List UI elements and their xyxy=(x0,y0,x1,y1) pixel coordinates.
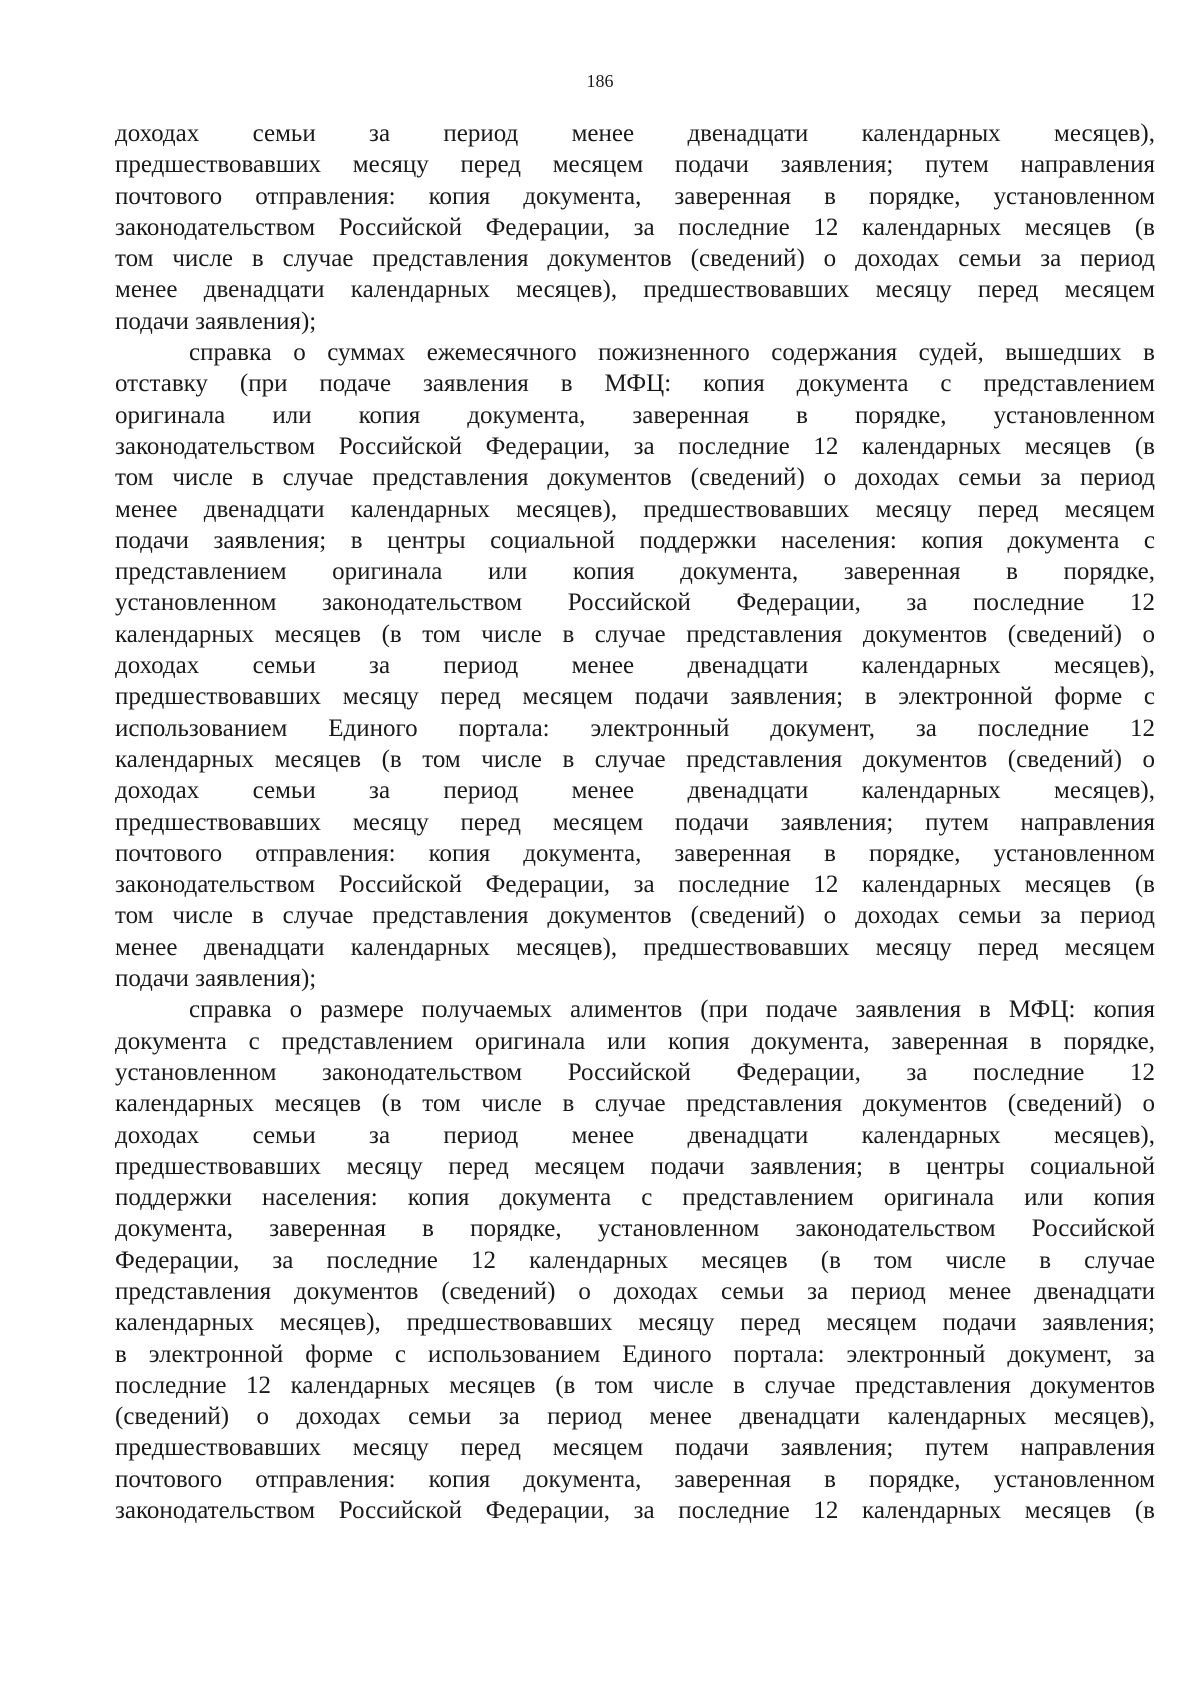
text-line: подачи заявления; в центры социальной поддержки населения: копия документа с xyxy=(115,526,1155,554)
page-number: 186 xyxy=(586,71,614,91)
document-body xyxy=(115,118,1155,1526)
text-line: предшествовавших месяцу перед месяцем подачи заявления; путем направления xyxy=(115,1434,1155,1462)
text-line: оригинала или копия документа, заверенная в порядке, установленном xyxy=(115,401,1155,429)
text-line: Федерации, за последние 12 календарных месяцев (в том числе в случае xyxy=(115,1246,1155,1274)
text-line: в электронной форме с использованием Единого портала: электронный документ, за xyxy=(115,1340,1155,1368)
text-line: предшествовавших месяцу перед месяцем подачи заявления; в электронной форме с xyxy=(115,683,1155,711)
text-line: календарных месяцев (в том числе в случае представления документов (сведений) о xyxy=(115,1090,1155,1118)
text-line: подачи заявления); xyxy=(115,965,317,993)
text-line: том числе в случае представления документов (сведений) о доходах семьи за период xyxy=(115,464,1155,492)
text-line: доходах семьи за период менее двенадцати календарных месяцев), xyxy=(115,120,1155,147)
text-line: менее двенадцати календарных месяцев), предшествовавших месяцу перед месяцем xyxy=(115,495,1155,523)
text-line: календарных месяцев (в том числе в случае представления документов (сведений) о xyxy=(115,745,1155,773)
text-line: том числе в случае представления документов (сведений) о доходах семьи за период xyxy=(115,902,1155,930)
text-line: документа, заверенная в порядке, установленном законодательством Российской xyxy=(115,1215,1155,1243)
text-line: менее двенадцати календарных месяцев), предшествовавших месяцу перед месяцем xyxy=(115,933,1155,961)
text-line: представлением оригинала или копия документа, заверенная в порядке, xyxy=(115,558,1155,586)
text-line: почтового отправления: копия документа, заверенная в порядке, установленном xyxy=(115,1465,1155,1493)
text-line: доходах семьи за период менее двенадцати календарных месяцев), xyxy=(115,777,1155,805)
text-line: предшествовавших месяцу перед месяцем подачи заявления; путем направления xyxy=(115,808,1155,836)
text-line: (сведений) о доходах семьи за период менее двенадцати календарных месяцев), xyxy=(115,1403,1155,1431)
text-line: документа с представлением оригинала или копия документа, заверенная в порядке, xyxy=(115,1027,1155,1055)
paragraph-first-line: справка о суммах ежемесячного пожизненного содержания судей, вышедших в xyxy=(189,339,1155,367)
text-line: доходах семьи за период менее двенадцати календарных месяцев), xyxy=(115,652,1155,680)
text-line: использованием Единого портала: электронный документ, за последние 12 xyxy=(115,714,1155,742)
text-line: установленном законодательством Российской Федерации, за последние 12 xyxy=(115,1058,1155,1086)
text-line: подачи заявления); xyxy=(115,307,317,335)
text-line: том числе в случае представления документов (сведений) о доходах семьи за период xyxy=(115,245,1155,273)
text-line: предшествовавших месяцу перед месяцем подачи заявления; путем направления xyxy=(115,151,1155,179)
text-line: установленном законодательством Российской Федерации, за последние 12 xyxy=(115,589,1155,617)
text-line: законодательством Российской Федерации, за последние 12 календарных месяцев (в xyxy=(115,213,1155,241)
text-line: календарных месяцев (в том числе в случае представления документов (сведений) о xyxy=(115,620,1155,648)
text-line: менее двенадцати календарных месяцев), предшествовавших месяцу перед месяцем xyxy=(115,276,1155,304)
paragraph-first-line: справка о размере получаемых алиментов (при подаче заявления в МФЦ: копия xyxy=(189,996,1155,1024)
text-line: доходах семьи за период менее двенадцати календарных месяцев), xyxy=(115,1121,1155,1149)
text-line: почтового отправления: копия документа, заверенная в порядке, установленном xyxy=(115,839,1155,867)
text-line: поддержки населения: копия документа с представлением оригинала или копия xyxy=(115,1184,1155,1212)
text-line: законодательством Российской Федерации, за последние 12 календарных месяцев (в xyxy=(115,871,1155,899)
text-line: законодательством Российской Федерации, за последние 12 календарных месяцев (в xyxy=(115,1497,1155,1525)
text-line: предшествовавших месяцу перед месяцем подачи заявления; в центры социальной xyxy=(115,1152,1155,1180)
text-line: календарных месяцев), предшествовавших месяцу перед месяцем подачи заявления; xyxy=(115,1309,1155,1337)
text-line: представления документов (сведений) о доходах семьи за период менее двенадцати xyxy=(115,1277,1155,1305)
text-line: отставку (при подаче заявления в МФЦ: копия документа с представлением xyxy=(115,370,1155,398)
text-line: законодательством Российской Федерации, за последние 12 календарных месяцев (в xyxy=(115,432,1155,460)
text-line: почтового отправления: копия документа, заверенная в порядке, установленном xyxy=(115,182,1155,210)
text-line: последние 12 календарных месяцев (в том числе в случае представления документов xyxy=(115,1371,1155,1399)
